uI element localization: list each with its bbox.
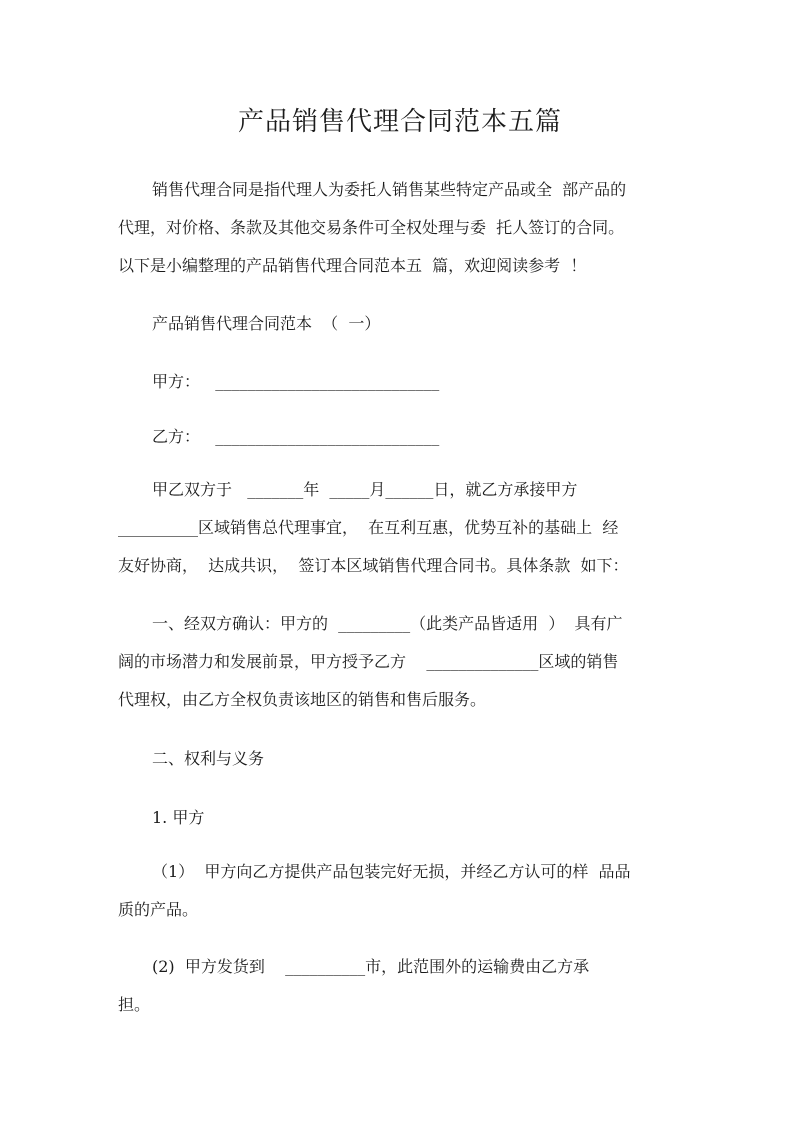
party-a-line [118, 363, 673, 401]
section-title-text: 产品销售代理合同范本 （ 一） [152, 314, 381, 333]
party-a-heading [118, 799, 673, 837]
item-2-paragraph [118, 948, 673, 1024]
clause-1-line: 一、经双方确认：甲方的 _________（此类产品皆适用 ） 具有广 [152, 614, 623, 633]
agreement-paragraph [118, 471, 673, 585]
party-b-line [118, 418, 673, 456]
party-b-text: 乙方： ____________________________ [152, 427, 440, 446]
item-2-line: 担。 [118, 995, 151, 1014]
clause-1-paragraph [118, 605, 673, 719]
section-title [118, 305, 673, 343]
item-1-line: （1） 甲方向乙方提供产品包装完好无损，并经乙方认可的样 品品 [152, 862, 631, 881]
party-a-text: 甲方： ____________________________ [152, 372, 440, 391]
item-1-line: 质的产品。 [118, 900, 199, 919]
agreement-line: 甲乙双方于 _______年 _____月______日，就乙方承接甲方 [152, 480, 578, 499]
agreement-line: __________区域销售总代理事宜， 在互利互惠，优势互补的基础上 经 [118, 518, 619, 537]
item-1-paragraph [118, 853, 673, 929]
clause-1-line: 阔的市场潜力和发展前景，甲方授予乙方 ______________区域的销售 [118, 652, 619, 671]
intro-line: 代理，对价格、条款及其他交易条件可全权处理与委 托人签订的合同。 [118, 218, 625, 237]
party-a-heading-text: 1. 甲方 [152, 808, 205, 827]
intro-line: 以下是小编整理的产品销售代理合同范本五 篇，欢迎阅读参考 ！ [118, 256, 587, 275]
intro-paragraph [118, 171, 673, 285]
agreement-line: 友好协商， 达成共识， 签订本区域销售代理合同书。具体条款 如下： [118, 556, 629, 575]
document-title: 产品销售代理合同范本五篇 [237, 107, 562, 137]
clause-2-title [118, 740, 673, 778]
clause-2-title-text: 二、权利与义务 [152, 749, 265, 768]
item-2-line: (2) 甲方发货到 __________市，此范围外的运输费由乙方承 [152, 957, 590, 976]
intro-line: 销售代理合同是指代理人为委托人销售某些特定产品或全 部产品的 [152, 180, 627, 199]
clause-1-line: 代理权，由乙方全权负责该地区的销售和售后服务。 [118, 690, 487, 709]
